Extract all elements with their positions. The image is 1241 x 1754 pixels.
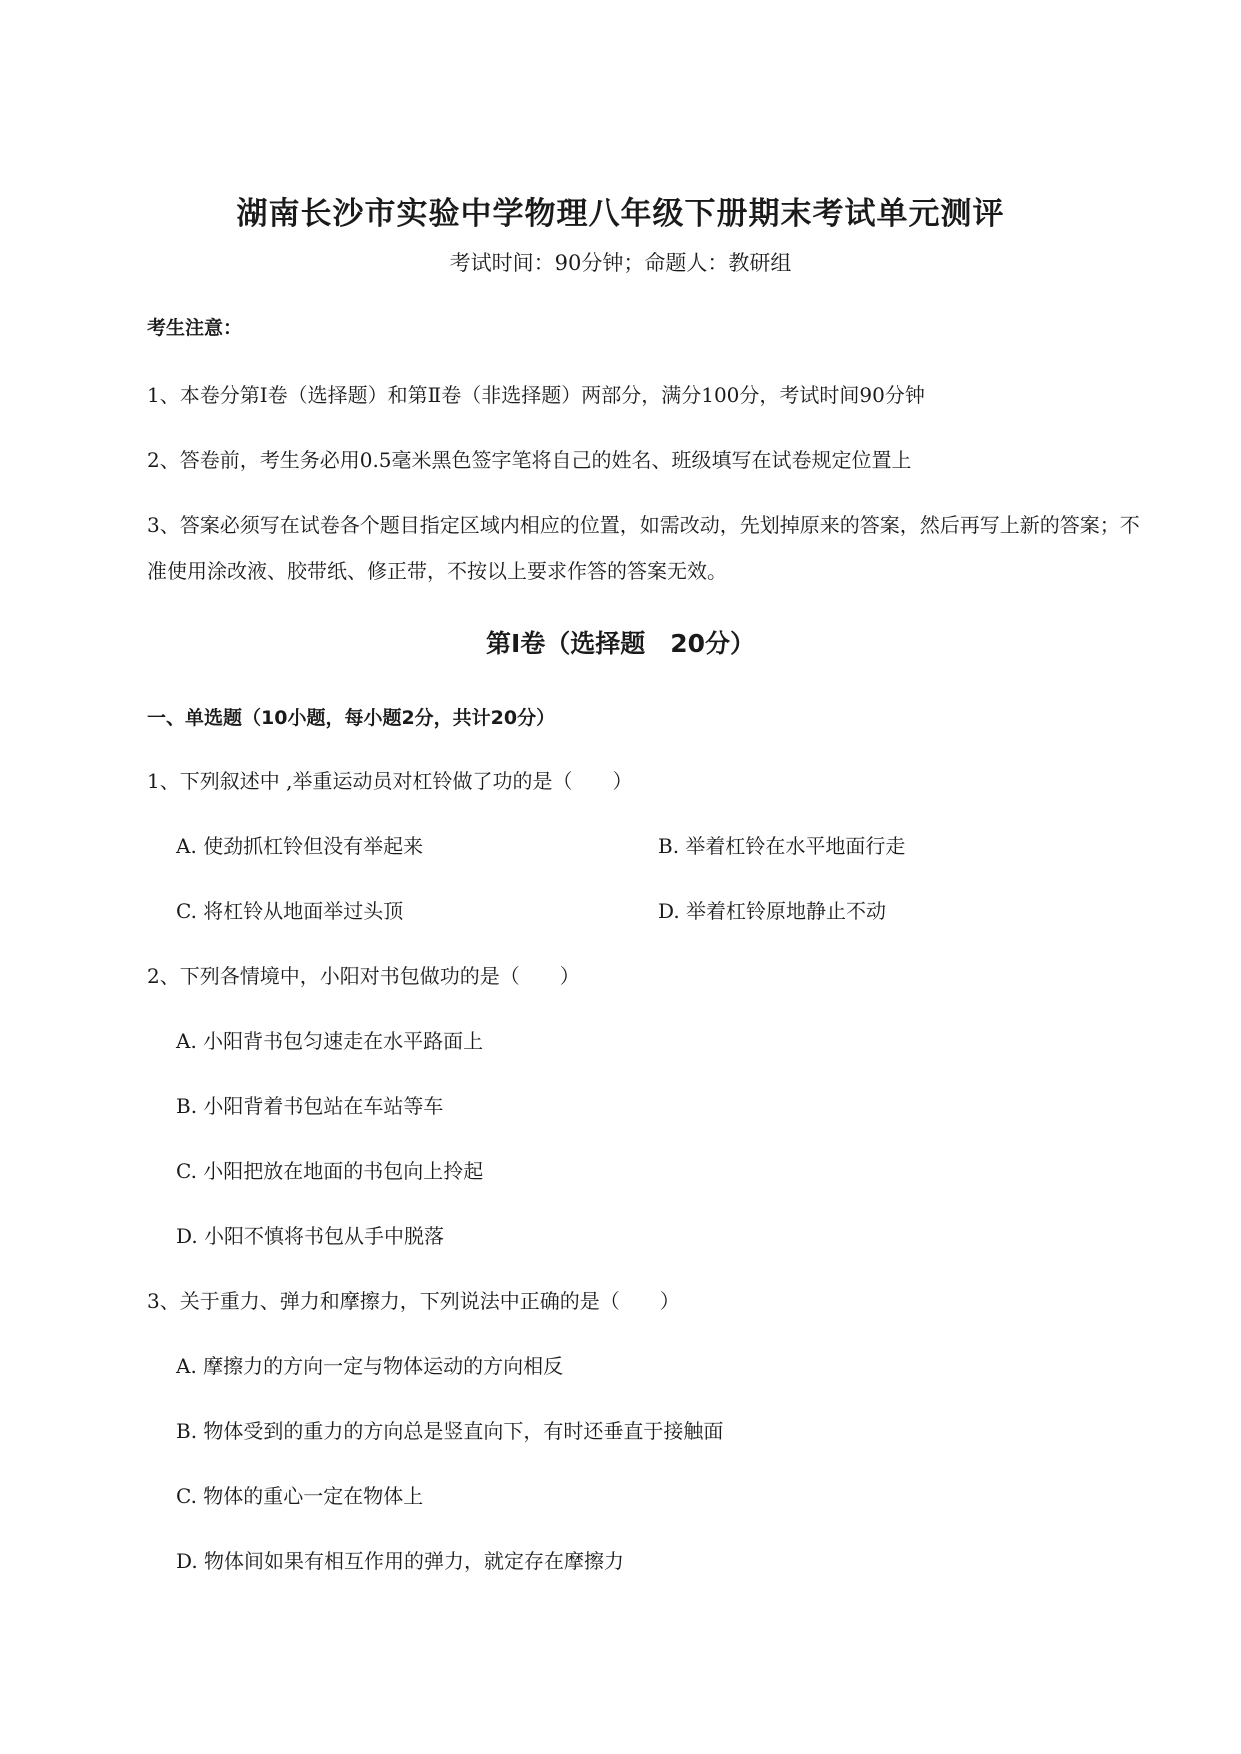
question-option[interactable]: B. 举着杠铃在水平地面行走 (658, 834, 906, 858)
notice-heading: 考生注意： (147, 317, 243, 339)
notice-item: 2、答卷前，考生务必用0.5毫米黑色签字笔将自己的姓名、班级填写在试卷规定位置上 (147, 448, 912, 472)
question-option[interactable]: B. 物体受到的重力的方向总是竖直向下，有时还垂直于接触面 (176, 1419, 724, 1443)
question-option[interactable]: D. 物体间如果有相互作用的弹力，就定存在摩擦力 (176, 1549, 625, 1573)
exam-subtitle: 考试时间：90分钟；命题人：教研组 (449, 251, 792, 275)
question-option[interactable]: D. 小阳不慎将书包从手中脱落 (176, 1224, 445, 1248)
question-option[interactable]: A. 摩擦力的方向一定与物体运动的方向相反 (176, 1354, 564, 1378)
question-option[interactable]: A. 使劲抓杠铃但没有举起来 (176, 834, 424, 858)
question-stem: 2、下列各情境中，小阳对书包做功的是（ ） (147, 964, 580, 988)
section-title: 第I卷（选择题 20分） (485, 629, 756, 658)
question-option[interactable]: C. 将杠铃从地面举过头顶 (176, 899, 404, 923)
part-heading: 一、单选题（10小题，每小题2分，共计20分） (147, 707, 556, 729)
question-stem: 3、关于重力、弹力和摩擦力，下列说法中正确的是（ ） (147, 1289, 680, 1313)
notice-item: 1、本卷分第I卷（选择题）和第Ⅱ卷（非选择题）两部分，满分100分，考试时间90分钟 (147, 383, 925, 407)
question-option[interactable]: D. 举着杠铃原地静止不动 (658, 899, 887, 923)
question-option[interactable]: A. 小阳背书包匀速走在水平路面上 (176, 1029, 484, 1053)
question-stem: 1、下列叙述中 ,举重运动员对杠铃做了功的是（ ） (147, 769, 633, 793)
exam-title: 湖南长沙市实验中学物理八年级下册期末考试单元测评 (236, 196, 1005, 232)
question-option[interactable]: C. 小阳把放在地面的书包向上拎起 (176, 1159, 484, 1183)
notice-item: 3、答案必须写在试卷各个题目指定区域内相应的位置，如需改动，先划掉原来的答案，然后再写上新的答案；不准使用涂改液、胶带纸、修正带，不按以上要求作答的答案无效。 (147, 513, 1140, 583)
question-option[interactable]: B. 小阳背着书包站在车站等车 (176, 1094, 444, 1118)
question-option[interactable]: C. 物体的重心一定在物体上 (176, 1484, 424, 1508)
